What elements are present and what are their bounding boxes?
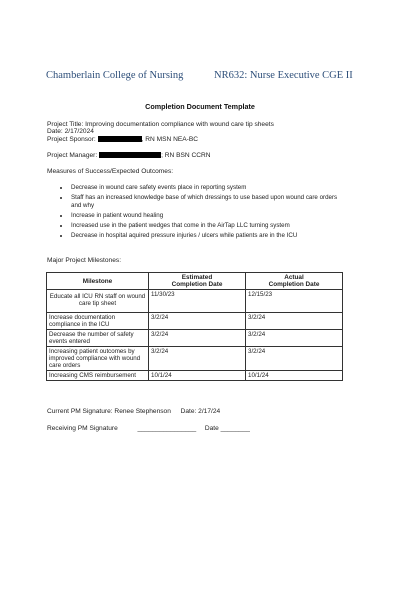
list-item: Increased use in the patient wedges that come in the AirTap LLC turning system [47,222,347,230]
milestone-cell: Increasing CMS reimbursement [47,371,149,381]
estimated-date-cell: 11/30/23 [149,290,246,313]
table-row [47,313,343,330]
manager-credentials: ; RN BSN CCRN [161,152,211,159]
table-row [47,290,343,313]
project-manager [47,152,211,159]
actual-date-cell: 3/2/24 [246,330,343,347]
outcomes-list [47,184,347,242]
estimated-date-cell: 3/2/24 [149,347,246,371]
redaction-box [99,152,161,158]
list-item: Decrease in wound care safety events place in reporting system [47,184,347,192]
project-date: Date: 2/17/2024 [47,128,94,135]
estimated-date-cell: 10/1/24 [149,371,246,381]
table-header-row [47,273,343,290]
receiving-pm-label: Receiving PM Signature [47,425,118,432]
receiving-pm-signature [47,425,250,432]
actual-date-cell: 10/1/24 [246,371,343,381]
current-pm-name: Current PM Signature: Renee Stephenson [47,408,171,415]
column-header-estimated: Estimated Completion Date [149,273,246,290]
milestones-heading: Major Project Milestones: [47,257,122,264]
course-name: NR632: Nurse Executive CGE II [214,70,353,81]
actual-date-cell: 3/2/24 [246,347,343,371]
table-row [47,330,343,347]
redaction-box [98,136,142,142]
sponsor-label: Project Sponsor: [47,136,96,143]
milestone-cell: Decrease the number of safety events entered [47,330,149,347]
estimated-date-cell: 3/2/24 [149,330,246,347]
column-header-milestone: Milestone [47,273,149,290]
manager-label: Project Manager: [47,152,98,159]
receiving-date-label: Date [204,425,219,432]
list-item: Increase in patient wound healing [47,212,347,220]
column-header-actual: Actual Completion Date [246,273,343,290]
current-pm-signature [47,408,220,415]
project-sponsor [47,136,198,143]
receiving-pm-signature-line: ________________ [137,425,197,432]
outcomes-heading: Measures of Success/Expected Outcomes: [47,168,174,175]
milestone-cell: Increase documentation compliance in the ICU [47,313,149,330]
table-row [47,371,343,381]
receiving-date-line: ________ [220,425,250,432]
institution-name: Chamberlain College of Nursing [46,70,184,81]
estimated-date-cell: 3/2/24 [149,313,246,330]
milestone-cell: Educate all ICU RN staff on wound care tip sheet [47,290,149,313]
table-row [47,347,343,371]
sponsor-credentials: , RN MSN NEA-BC [141,136,199,143]
list-item: Staff has an increased knowledge base of which dressings to use based upon wound care orders and why [47,194,347,210]
current-pm-date: Date: 2/17/24 [180,408,221,415]
milestones-table [46,272,343,381]
actual-date-cell: 3/2/24 [246,313,343,330]
milestone-cell: Increasing patient outcomes by improved compliance with wound care orders [47,347,149,371]
project-title: Project Title: Improving documentation compliance with wound care tip sheets [47,121,274,128]
document-title: Completion Document Template [145,102,255,111]
actual-date-cell: 12/15/23 [246,290,343,313]
list-item: Decrease in hospital aquired pressure injuries / ulcers while patients are in the ICU [47,232,347,240]
